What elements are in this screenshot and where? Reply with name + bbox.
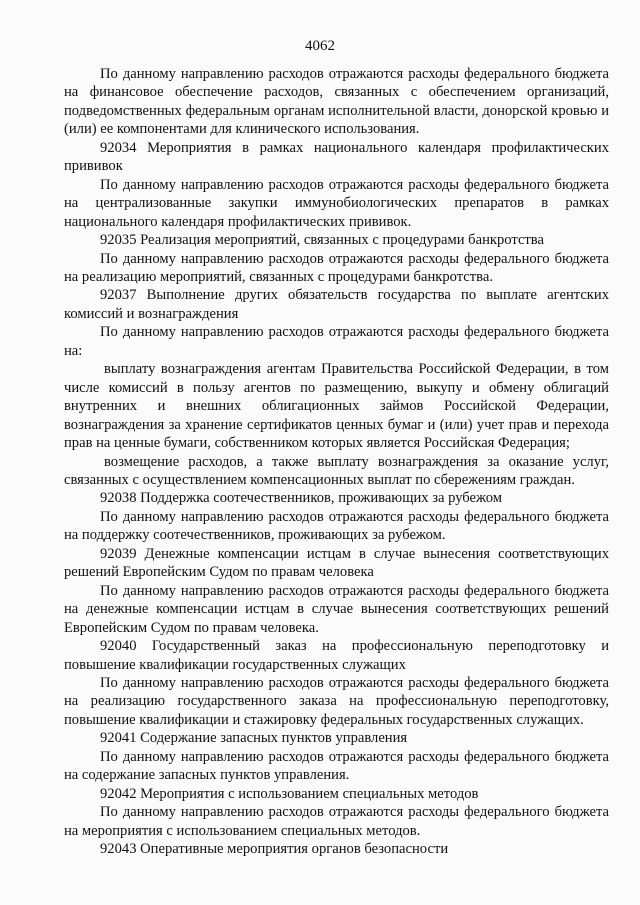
paragraph: По данному направлению расходов отражаются расходы федерального бюджета на мероприятия с использованием специальных методов. bbox=[64, 804, 609, 839]
section-heading: 92042 Мероприятия с использованием специальных методов bbox=[100, 785, 479, 802]
document-body bbox=[64, 65, 609, 858]
section-heading: 92043 Оперативные мероприятия органов безопасности bbox=[100, 841, 449, 858]
paragraph: По данному направлению расходов отражаются расходы федерального бюджета на поддержку соотечественников, проживающих за рубежом. bbox=[64, 508, 609, 544]
paragraph: По данному направлению расходов отражаются расходы федерального бюджета на денежные компенсации истцам в случае вынесения соответствующих решений Европейским Судом по правам человека. bbox=[64, 582, 609, 636]
paragraph: По данному направлению расходов отражаются расходы федерального бюджета на финансовое обеспечение расходов, связанных с обеспечением организаций, подведомственных федеральным органам исполнительной власти, донорской кровью и (или) ее компонентами для клинического использования. bbox=[64, 66, 609, 138]
section-heading: 92040 Государственный заказ на профессиональную переподготовку и повышение квалификации государственных служащих bbox=[64, 638, 609, 673]
section-heading: 92038 Поддержка соотечественников, проживающих за рубежом bbox=[100, 490, 502, 507]
section-heading: 92041 Содержание запасных пунктов управления bbox=[100, 730, 408, 747]
paragraph: По данному направлению расходов отражаются расходы федерального бюджета на содержание запасных пунктов управления. bbox=[64, 748, 609, 784]
paragraph: По данному направлению расходов отражаются расходы федерального бюджета на реализацию государственного заказа на профессиональную переподготовку, повышение квалификации и стажировку федеральных государственных служащих. bbox=[64, 674, 609, 728]
section-heading: 92037 Выполнение других обязательств государства по выплате агентских комиссий и вознаграждения bbox=[64, 287, 609, 322]
list-item: возмещение расходов, а также выплату вознаграждения за оказание услуг, связанных с осуществлением компенсационных выплат по сбережениям граждан. bbox=[64, 453, 609, 488]
paragraph: По данному направлению расходов отражаются расходы федерального бюджета на: bbox=[64, 324, 609, 359]
paragraph: По данному направлению расходов отражаются расходы федерального бюджета на централизованные закупки иммунобиологических препаратов в рамках национального календаря профилактических прививок. bbox=[64, 176, 609, 230]
section-heading: 92039 Денежные компенсации истцам в случае вынесения соответствующих решений Европейским Судом по правам человека bbox=[64, 545, 609, 581]
page-number: 4062 bbox=[305, 38, 335, 54]
section-heading: 92035 Реализация мероприятий, связанных с процедурами банкротства bbox=[100, 232, 544, 249]
list-item: выплату вознаграждения агентам Правительства Российской Федерации, в том числе комиссий в пользу агентов по размещению, выкупу и обмену облигаций внутренних и внешних облигационных займов Российской Федерации, вознаграждения за хранение сертификатов ценных бумаг и (или) учет прав и перехода прав на ценные бумаги, собственником которых является Российская Федерация; bbox=[64, 361, 609, 452]
paragraph: По данному направлению расходов отражаются расходы федерального бюджета на реализацию мероприятий, связанных с процедурами банкротства. bbox=[64, 250, 609, 285]
section-heading: 92034 Мероприятия в рамках национального календаря профилактических прививок bbox=[64, 139, 609, 175]
